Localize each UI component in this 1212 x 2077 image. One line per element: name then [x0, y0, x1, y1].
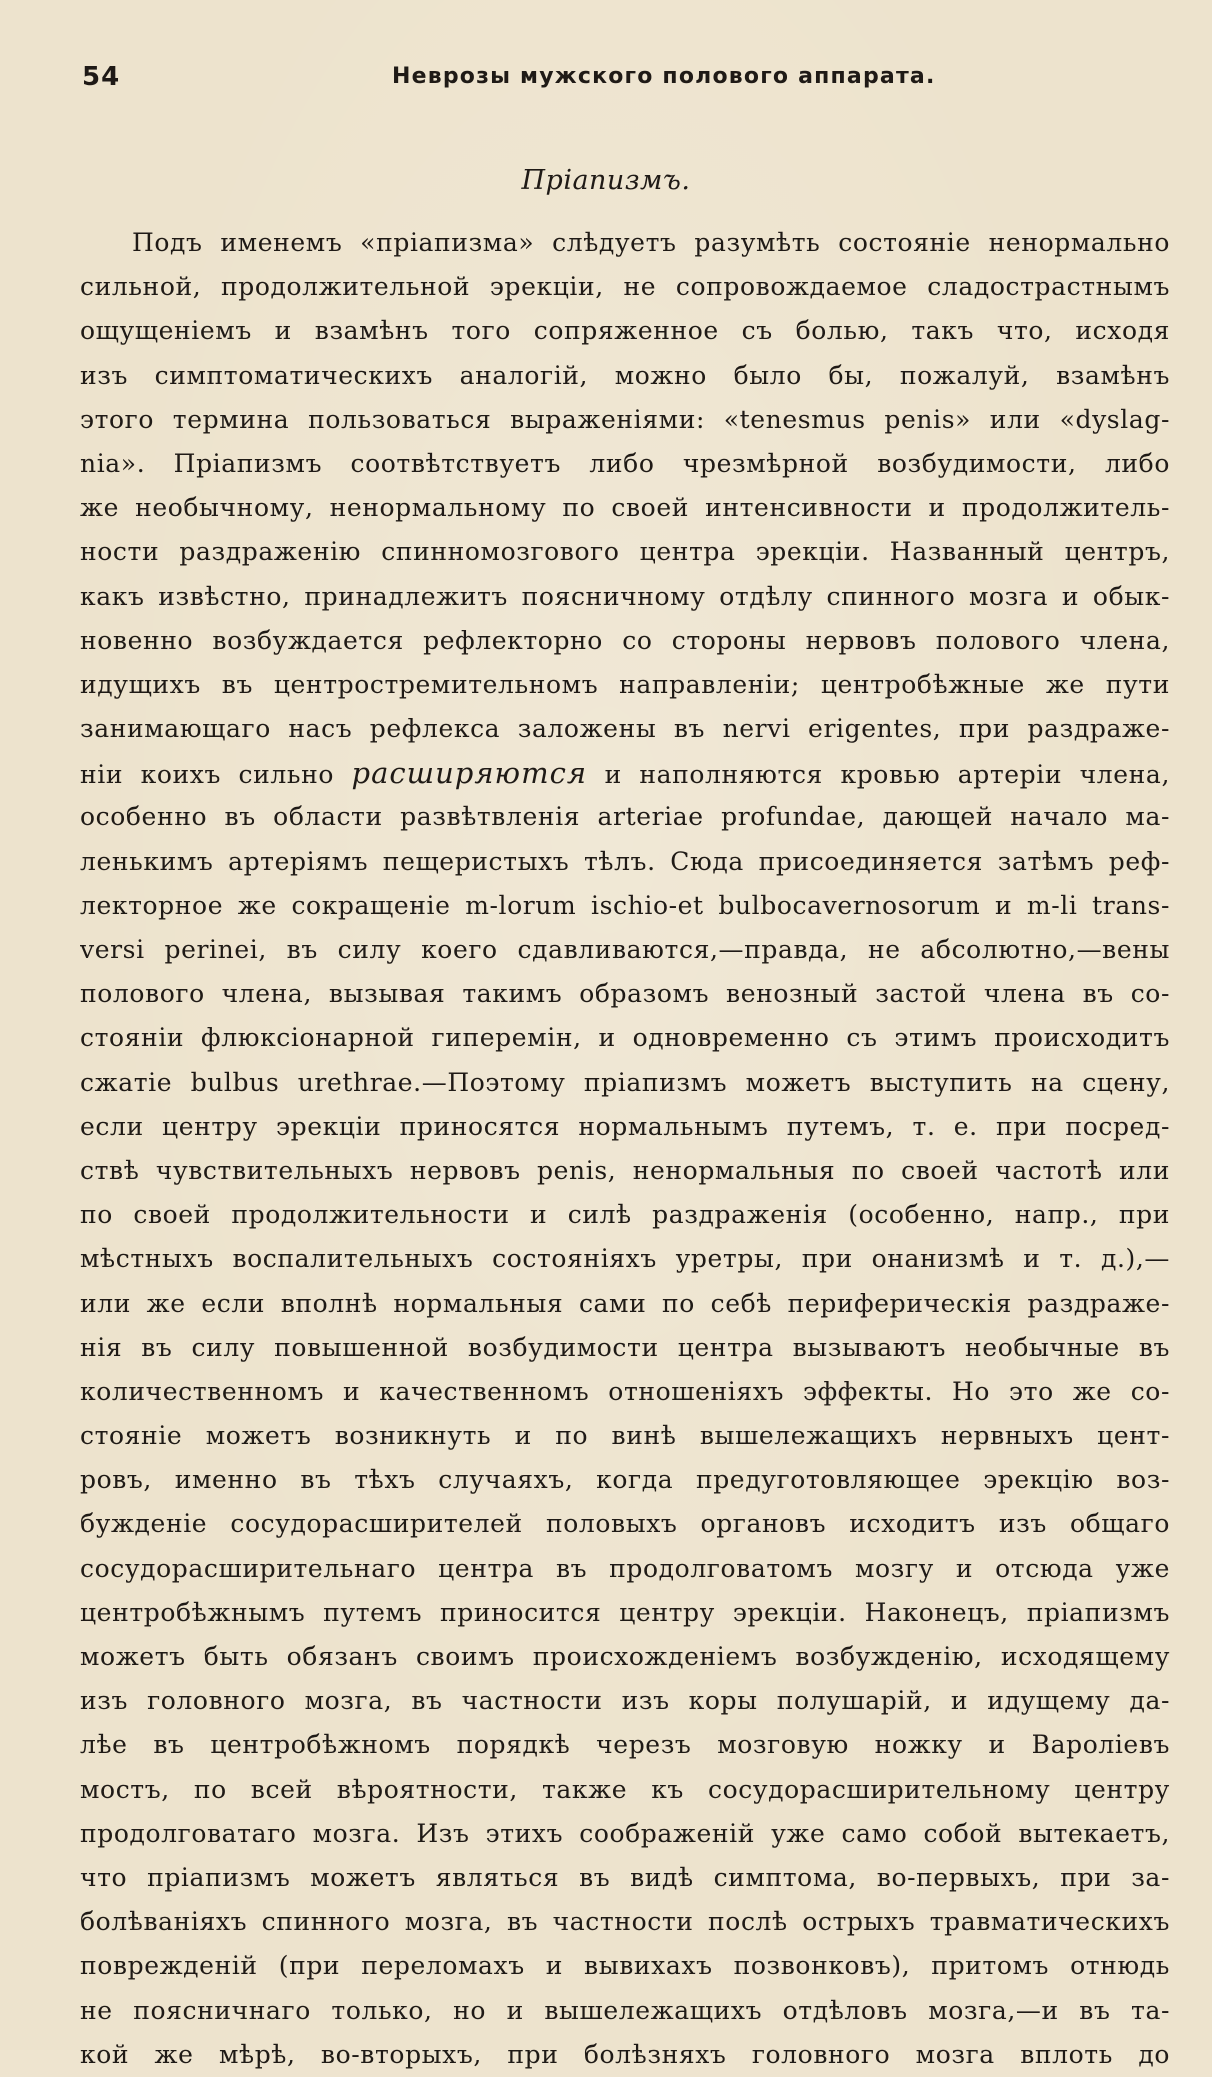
page-number: 54 [82, 62, 121, 92]
text-line: ности раздраженію спинномозгового центра эрекціи. Названный центръ, [80, 537, 1170, 567]
text-line: nia». Пріапизмъ соотвѣтствуетъ либо чрезмѣрной возбудимости, либо [80, 448, 1170, 478]
text-line: этого термина пользоваться выраженіями: «tenesmus penis» или «dyslag- [80, 404, 1170, 434]
text-line: мостъ, по всей вѣроятности, также къ сосудорасширительному центру [80, 1774, 1170, 1804]
text-line: изъ головного мозга, въ частности изъ коры полушарій, и идущему да- [80, 1686, 1170, 1716]
text-line: идущихъ въ центростремительномъ направленіи; центробѣжные же пути [80, 669, 1170, 699]
text-line: полового члена, вызывая такимъ образомъ венозный застой члена въ со- [80, 979, 1170, 1009]
text-line: versi perinei, въ силу коего сдавливаются,—правда, не абсолютно,—вены [80, 935, 1170, 964]
text-line: Подъ именемъ «пріапизма» слѣдуетъ разумѣть состояніе ненормально [132, 228, 1170, 257]
text-line: не поясничнаго только, но и вышележащихъ отдѣловъ мозга,—и въ та- [80, 1995, 1170, 2025]
text-line: изъ симптоматическихъ аналогій, можно было бы, пожалуй, взамѣнъ [80, 360, 1170, 390]
text-line: поврежденій (при переломахъ и вывихахъ позвонковъ), притомъ отнюдь [80, 1951, 1170, 1981]
text-line: количественномъ и качественномъ отношеніяхъ эффекты. Но это же со- [80, 1376, 1170, 1406]
text-line: лѣе въ центробѣжномъ порядкѣ черезъ мозговую ножку и Вароліевъ [80, 1730, 1170, 1760]
text-line: стояніе можетъ возникнуть и по винѣ вышележащихъ нервныхъ цент- [80, 1421, 1170, 1451]
text-line: что пріапизмъ можетъ являться въ видѣ симптома, во-первыхъ, при за- [80, 1862, 1170, 1892]
text-line: кой же мѣрѣ, во-вторыхъ, при болѣзняхъ головного мозга вплоть до [80, 2039, 1170, 2069]
text-line: какъ извѣстно, принадлежитъ поясничному отдѣлу спинного мозга и обык- [80, 581, 1170, 611]
text-line: ніи коихъ сильно расширяются и наполняются кровью артеріи члена, [80, 756, 1170, 791]
text-line: занимающаго насъ рефлекса заложены въ nervi erigentes, при раздраже- [80, 714, 1170, 744]
text-line: бужденіе сосудорасширителей половыхъ органовъ исходитъ изъ общаго [80, 1509, 1170, 1539]
text-line: нія въ силу повышенной возбудимости центра вызываютъ необычные въ [80, 1332, 1170, 1362]
text-line: или же если вполнѣ нормальныя сами по себѣ периферическія раздраже- [80, 1288, 1170, 1318]
body-text [80, 221, 1170, 2077]
text-line: ощущеніемъ и взамѣнъ того сопряженное съ болью, такъ что, исходя [80, 316, 1170, 346]
text-line: особенно въ области развѣтвленія arteriae profundae, дающей начало ма- [80, 802, 1170, 832]
running-head [82, 62, 1130, 102]
text-line: стояніи флюксіонарной гиперемін, и одновременно съ этимъ происходитъ [80, 1023, 1170, 1053]
text-line: сосудорасширительнаго центра въ продолговатомъ мозгу и отсюда уже [80, 1553, 1170, 1583]
text-line: можетъ быть обязанъ своимъ происхожденіемъ возбужденію, исходящему [80, 1642, 1170, 1671]
text-line: болѣваніяхъ спинного мозга, въ частности послѣ острыхъ травматическихъ [80, 1907, 1170, 1937]
text-line: центробѣжнымъ путемъ приносится центру эрекціи. Наконецъ, пріапизмъ [80, 1597, 1170, 1627]
text-line: ствѣ чувствительныхъ нервовъ penis, ненормальныя по своей частотѣ или [80, 1155, 1170, 1185]
running-title: Неврозы мужского полового аппарата. [392, 64, 936, 89]
text-line: новенно возбуждается рефлекторно со стороны нервовъ полового члена, [80, 625, 1170, 655]
emphasized-word: расширяются [351, 756, 588, 791]
text-line: сжатіе bulbus urethrae.—Поэтому пріапизмъ можетъ выступить на сцену, [80, 1067, 1170, 1097]
text-line: сильной, продолжительной эрекціи, не сопровождаемое сладострастнымъ [80, 272, 1170, 302]
text-line: же необычному, ненормальному по своей интенсивности и продолжитель- [80, 493, 1170, 523]
text-line: ровъ, именно въ тѣхъ случаяхъ, когда предуготовляющее эрекцію воз- [80, 1465, 1170, 1495]
text-line: если центру эрекціи приносятся нормальнымъ путемъ, т. е. при посред- [80, 1111, 1170, 1141]
text-line: продолговатаго мозга. Изъ этихъ соображеній уже само собой вытекаетъ, [80, 1818, 1170, 1848]
section-heading: Пріапизмъ. [521, 165, 691, 196]
text-line: по своей продолжительности и силѣ раздраженія (особенно, напр., при [80, 1200, 1170, 1230]
text-line: мѣстныхъ воспалительныхъ состояніяхъ уретры, при онанизмѣ и т. д.),— [80, 1244, 1170, 1274]
text-line: ленькимъ артеріямъ пещеристыхъ тѣлъ. Сюда присоединяется затѣмъ реф- [80, 846, 1170, 876]
text-line: лекторное же сокращеніе m-lorum ischio-et bulbocavernosorum и m-li trans- [80, 890, 1170, 920]
